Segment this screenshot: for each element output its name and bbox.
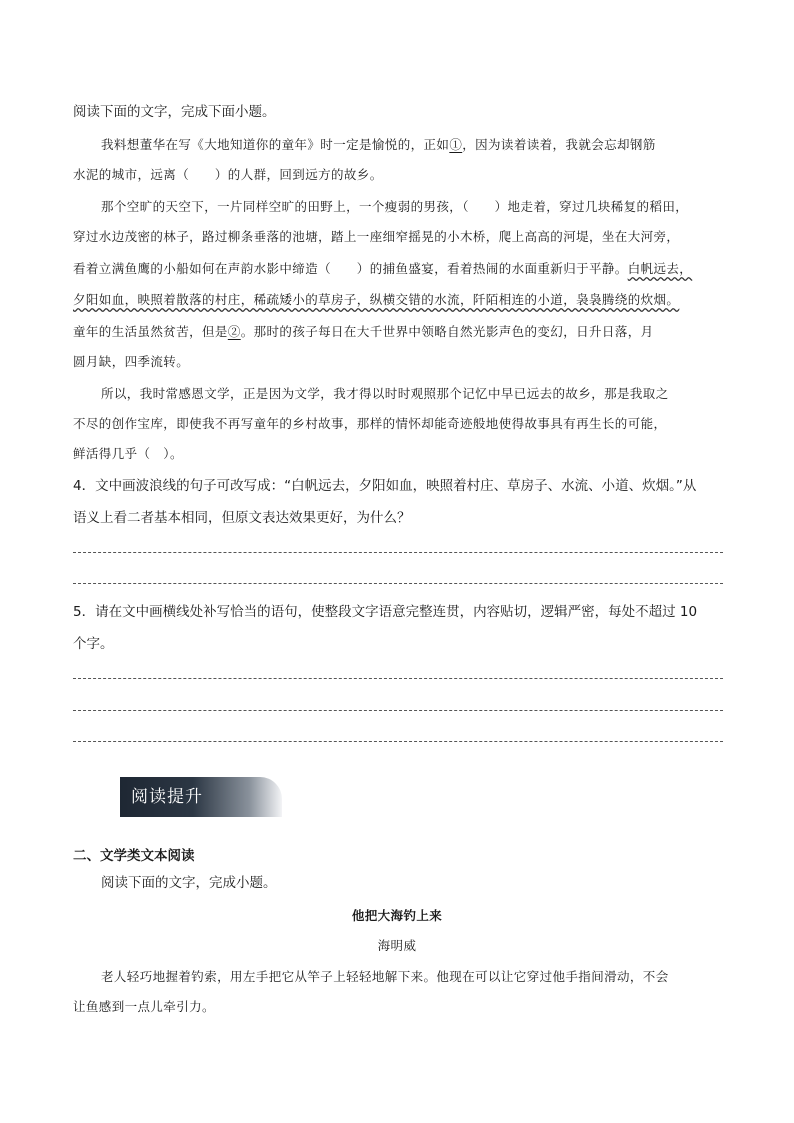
question-5-line-2: 个字。 xyxy=(73,636,114,652)
story-paragraph-1-line-2: 让鱼感到一点儿牵引力。 xyxy=(73,999,215,1014)
question-4-line-2: 语义上看二者基本相同，但原文表达效果更好，为什么？ xyxy=(73,510,411,526)
wavy-sentence: 夕阳如血，映照着散落的村庄，稀疏矮小的草房子，纵横交错的水流，阡陌相连的小道，袅袅腾绕的炊烟。 xyxy=(73,292,680,307)
passage-paragraph-2-line-3: 看着立满鱼鹰的小船如何在声韵水影中缔造（ ）的捕鱼盛宴，看着热闹的水面重新归于平静。白帆远去， xyxy=(73,261,693,276)
answer-line[interactable] xyxy=(73,552,723,553)
passage-paragraph-1-line-1: 我料想董华在写《大地知道你的童年》时一定是愉悦的，正如①，因为读着读着，我就会忘却钢筋 xyxy=(101,137,656,152)
instruction-text: 阅读下面的文字，完成下面小题。 xyxy=(73,104,276,120)
passage-paragraph-2-line-5: 童年的生活虽然贫苦，但是②。那时的孩子每日在大千世界中领略自然光影声色的变幻，日升日落，月 xyxy=(73,324,654,339)
passage-paragraph-2-line-6: 圆月缺，四季流转。 xyxy=(73,354,190,369)
passage-paragraph-3-line-3: 鲜活得几乎（ ）。 xyxy=(73,446,183,461)
answer-line[interactable] xyxy=(73,678,723,679)
wavy-sentence-start: 白帆远去， xyxy=(627,261,693,276)
story-author: 海明威 xyxy=(377,938,417,953)
section-2-heading: 二、文学类文本阅读 xyxy=(73,848,195,864)
story-paragraph-1-line-1: 老人轻巧地握着钓索，用左手把它从竿子上轻轻地解下来。他现在可以让它穿过他手指间滑动，不会 xyxy=(101,969,669,984)
passage-paragraph-2-line-2: 穿过水边茂密的林子，路过柳条垂落的池塘，踏上一座细窄摇晃的小木桥，爬上高高的河堤，坐在大河旁， xyxy=(73,229,680,244)
passage-paragraph-1-line-2: 水泥的城市，远离（ ）的人群，回到远方的故乡。 xyxy=(73,167,383,182)
section-banner-label: 阅读提升 xyxy=(131,787,203,807)
answer-line[interactable] xyxy=(73,583,723,584)
passage-paragraph-2-line-1: 那个空旷的天空下，一片同样空旷的田野上，一个瘦弱的男孩，（ ）地走着，穿过几块稀复的稻田， xyxy=(101,199,689,214)
story-title: 他把大海钓上来 xyxy=(351,908,443,923)
blank-1: ① xyxy=(449,137,463,152)
passage-paragraph-3-line-2: 不尽的创作宝库，即使我不再写童年的乡村故事，那样的情怀却能奇迹般地使得故事具有再生长的可能， xyxy=(73,416,667,431)
blank-2: ② xyxy=(227,324,241,339)
section-2-instruction: 阅读下面的文字，完成小题。 xyxy=(101,875,277,891)
question-4-line-1: 4．文中画波浪线的句子可改写成：“白帆远去，夕阳如血，映照着村庄、草房子、水流、小道、炊烟。”从 xyxy=(73,478,697,494)
answer-line[interactable] xyxy=(73,710,723,711)
question-5-line-1: 5．请在文中画横线处补写恰当的语句，使整段文字语意完整连贯，内容贴切，逻辑严密，每处不超过 10 xyxy=(73,604,698,620)
passage-paragraph-3-line-1: 所以，我时常感恩文学，正是因为文学，我才得以时时观照那个记忆中早已远去的故乡，那是我取之 xyxy=(101,386,669,401)
answer-line[interactable] xyxy=(73,741,723,742)
